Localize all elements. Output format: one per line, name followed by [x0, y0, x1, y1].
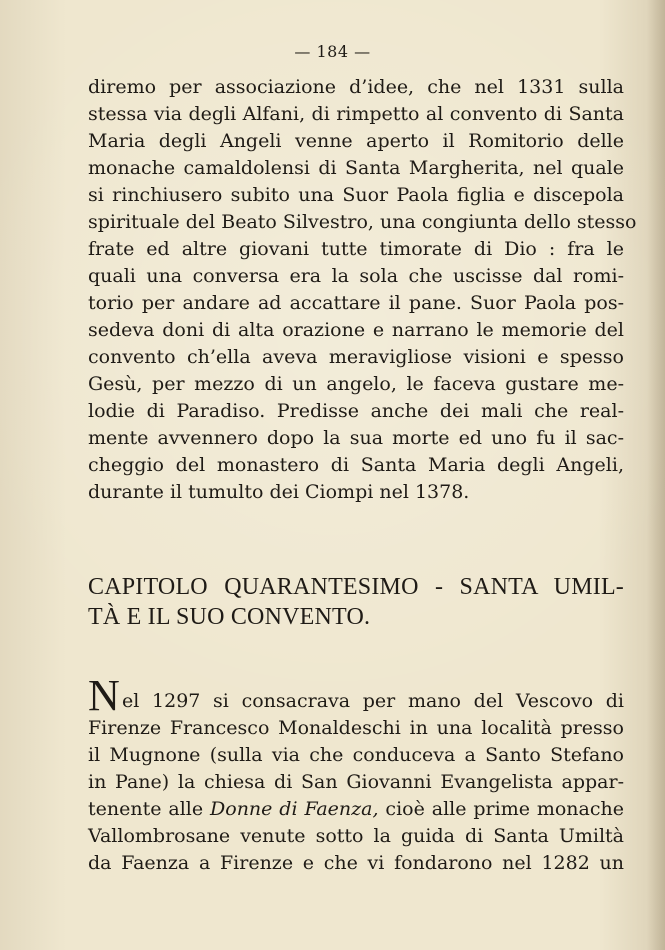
- paragraph-text-segment: cioè alle prime monache: [378, 798, 624, 820]
- paragraph-line: si rinchiusero subito una Suor Paola figlia e discepola: [88, 184, 624, 206]
- paragraph-line: cheggio del monastero di Santa Maria degli Angeli,: [88, 454, 624, 476]
- drop-cap: N: [88, 671, 120, 720]
- paragraph-line: Vallombrosane venute sotto la guida di Santa Umiltà: [88, 825, 624, 847]
- paragraph-line: monache camaldolensi di Santa Margherita, nel quale: [88, 157, 624, 179]
- paragraph-line: spirituale del Beato Silvestro, una congiunta dello stesso: [88, 211, 637, 233]
- paragraph-text-segment: tenente alle: [88, 798, 211, 820]
- chapter-heading: [88, 572, 624, 632]
- paragraph-2: [88, 688, 624, 877]
- paragraph-line: frate ed altre giovani tutte timorate di Dio : fra le: [88, 238, 624, 260]
- paragraph-line: el 1297 si consacrava per mano del Vescovo di: [122, 690, 624, 712]
- paragraph-line: in Pane) la chiesa di San Giovanni Evangelista appar-: [88, 771, 624, 793]
- paragraph-line: sedeva doni di alta orazione e narrano le memorie del: [88, 319, 624, 341]
- chapter-title-line: TÀ E IL SUO CONVENTO.: [88, 604, 371, 630]
- paragraph-line: Firenze Francesco Monaldeschi in una località presso: [88, 717, 624, 739]
- paragraph-line: Maria degli Angeli venne aperto il Romitorio delle: [88, 130, 624, 152]
- paragraph-line: il Mugnone (sulla via che conduceva a Santo Stefano: [88, 744, 624, 766]
- page-number: — 184 —: [294, 42, 371, 61]
- paragraph-line: stessa via degli Alfani, di rimpetto al convento di Santa: [88, 103, 624, 125]
- paragraph-line: diremo per associazione d’idee, che nel 1331 sulla: [88, 76, 624, 98]
- paragraph-line: convento ch’ella aveva meravigliose visioni e spesso: [88, 346, 624, 368]
- paragraph-line: Gesù, per mezzo di un angelo, le faceva gustare me-: [88, 373, 624, 395]
- paragraph-line: [88, 796, 624, 823]
- paragraph-line: torio per andare ad accattare il pane. Suor Paola pos-: [88, 292, 624, 314]
- paragraph-line: da Faenza a Firenze e che vi fondarono nel 1282 un: [88, 852, 624, 874]
- chapter-title-line: CAPITOLO QUARANTESIMO - SANTA UMIL-: [88, 574, 624, 600]
- paragraph-line: durante il tumulto dei Ciompi nel 1378.: [88, 481, 470, 503]
- paragraph-1: [88, 74, 637, 506]
- paragraph-line: quali una conversa era la sola che uscisse dal romi-: [88, 265, 624, 287]
- paragraph-line: lodie di Paradiso. Predisse anche dei mali che real-: [88, 400, 624, 422]
- paragraph-line: mente avvennero dopo la sua morte ed uno fu il sac-: [88, 427, 624, 449]
- italic-phrase: Donne di Faenza,: [210, 798, 379, 820]
